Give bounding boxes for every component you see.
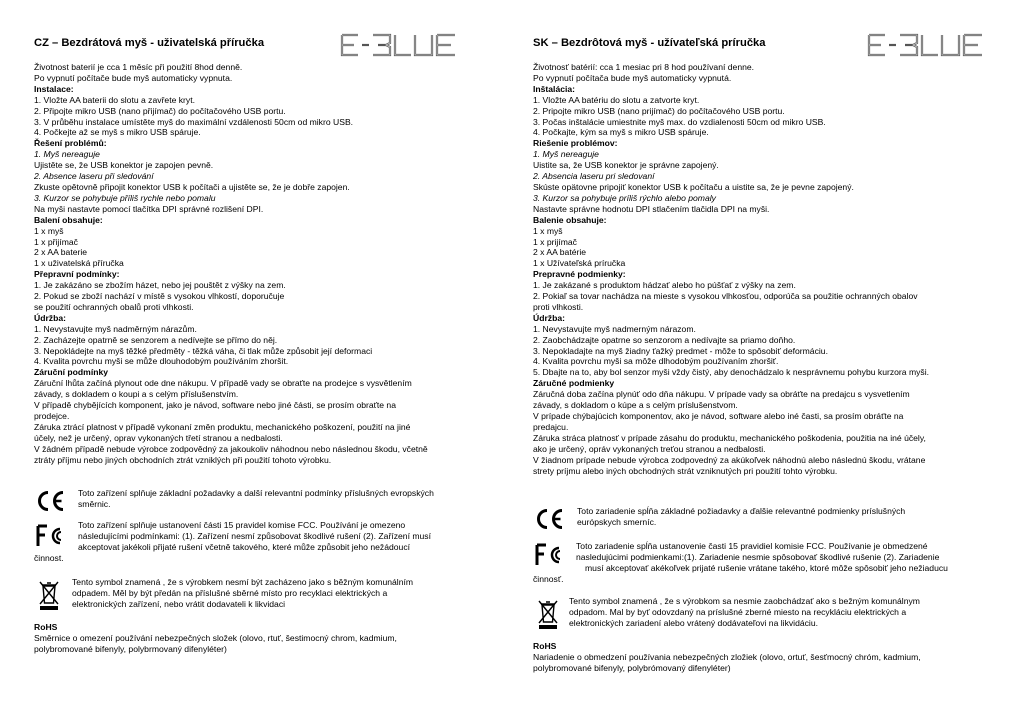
sk-text-line: Životnosť batérií: cca 1 mesiac pri 8 hod používaní denne. <box>533 62 755 72</box>
weee-bin-icon <box>537 598 559 633</box>
sk-rohs-line: polybromované bifenyly, polybrómovaný difenyléter) <box>533 662 731 673</box>
sk-section-heading: Údržba: <box>533 312 565 323</box>
cz-text-line: 1 x uživatelská příručka <box>34 258 124 269</box>
sk-text-line: Uistite sa, že USB konektor je správne zapojený. <box>533 160 719 171</box>
sk-weee-line: elektronických zariadení alebo vrátený dodávateľovi na likvidáciu. <box>569 617 819 628</box>
cz-section-heading: Řešení problémů: <box>34 138 107 149</box>
cz-weee-line: Tento symbol znamená , že s výrobkem nesmí být zacházeno jako s běžným komunálním <box>72 577 414 587</box>
sk-rohs-line: Nariadenie o obmedzení používania nebezpečných zložiek (olovo, ortuť, šesťmocný chróm, kadmium, <box>533 651 921 662</box>
cz-ce-line: Toto zařízení splňuje základní požadavky a další relevantní podmínky příslušných evropských <box>78 488 434 498</box>
sk-text-line: Po vypnutí počítača bude myš automaticky vypnutá. <box>533 72 732 83</box>
cz-ce-notice <box>34 488 504 512</box>
cz-text-line: 1 x myš <box>34 225 64 236</box>
weee-bin-icon <box>38 579 60 614</box>
sk-text-line: 1. Vložte AA batériu do slotu a zatvorte kryt. <box>533 94 700 105</box>
cz-text-line: Na myši nastavte pomocí tlačítka DPI správné rozlišení DPI. <box>34 203 264 214</box>
cz-text-line: 1 x přijímač <box>34 236 78 247</box>
sk-rohs <box>533 641 1003 674</box>
cz-rohs <box>34 622 504 655</box>
sk-text-line: V prípade chýbajúcich komponentov, ako je návod, software alebo iné časti, sa prosím obráťte na <box>533 411 904 421</box>
cz-text-line: ztráty příjmu nebo jiných obchodních ztrát vzniklých při použití tohoto výrobku. <box>34 454 332 465</box>
sk-text-line: 1 x prijímač <box>533 236 577 247</box>
sk-rohs-title: RoHS <box>533 641 557 651</box>
fcc-mark-icon <box>36 524 66 551</box>
cz-text-line: Záruka ztrácí platnost v případě vykonaní změn produktu, mechanického poškození, použití na jiné <box>34 421 411 432</box>
sk-text-line: 4. Počkajte, kým sa myš s mikro USB spáruje. <box>533 127 709 138</box>
e-blue-logo-graphic <box>338 32 460 58</box>
sk-ce-line: Toto zariadenie spĺňa základné požiadavky a ďalšie relevantné podmienky príslušných <box>577 506 906 516</box>
sk-text-line: Nastavte správne hodnotu DPI stlačením tlačidla DPI na myši. <box>533 203 770 214</box>
cz-problem-heading: 3. Kurzor se pohybuje příliš rychle nebo pomalu <box>34 192 216 203</box>
cz-section-heading: Záruční podmínky <box>34 367 109 378</box>
cz-body <box>34 62 494 466</box>
sk-text-line: 3. Počas inštalácie umiestnite myš max. do vzdialenosti 50cm od mikro USB. <box>533 116 826 127</box>
sk-text-line: 4. Kvalita povrchu myši sa môže dlhodobým používaním zhoršiť. <box>533 356 779 367</box>
cz-text-line: závady, s dokladem o koupi a s celým příslušenstvím. <box>34 389 239 400</box>
sk-text-line: 1. Je zakázané s produktom hádzať alebo ho púšťať z výšky na zem. <box>533 280 796 291</box>
sk-body <box>533 62 993 476</box>
cz-text-line: Po vypnutí počítače bude myš automaticky vypnuta. <box>34 72 233 83</box>
cz-text-line: Záruční lhůta začíná plynout ode dne nákupu. V případě vady se obraťte na prodejce s vysvětlením <box>34 378 412 389</box>
cz-text-line: 1. Nevystavujte myš nadměrným nárazům. <box>34 323 197 334</box>
sk-fcc-line: nasledujúcimi podmienkami:(1). Zariadenie nesmie spôsobovať škodlivé rušenie (2). Zariadenie <box>576 551 940 562</box>
sk-text-line: 1 x Užívateľská príručka <box>533 258 626 269</box>
cz-rohs-line: polybromované bifenyly, polybrmovaný difenyléter) <box>34 643 227 654</box>
cz-text-line: V žádném případě nebude výrobce zodpovědný za jakoukoliv náhodnou nebo následnou škodu, včetně <box>34 443 428 454</box>
cz-text-line: 2. Připojte mikro USB (nano přijímač) do počítačového USB portu. <box>34 105 286 116</box>
sk-weee-notice <box>533 596 1003 632</box>
cz-title: CZ – Bezdrátová myš - uživatelská příručka <box>34 37 265 49</box>
ce-mark-icon <box>34 490 66 515</box>
sk-text-line: proti vlhkosti. <box>533 301 584 312</box>
cz-text-line: 4. Počkejte až se myš s mikro USB spáruje. <box>34 127 201 138</box>
cz-text-line: 2. Pokud se zboží nachází v místě s vysokou vlhkostí, doporučuje <box>34 291 285 302</box>
sk-text-line: 1 x myš <box>533 225 563 236</box>
sk-text-line: Záručná doba začína plynúť odo dňa nákupu. V prípade vady sa obráťte na predajcu s vysvetlením <box>533 389 910 400</box>
sk-text-line: strety príjmu alebo iných obchodných strát vzniknutých pri použití tohto výrobku. <box>533 465 838 476</box>
sk-text-line: 2 x AA batérie <box>533 247 587 258</box>
sk-text-line: ako je určený, opráv vykonaných treťou stranou a nedbalosti. <box>533 443 766 454</box>
e-blue-logo <box>338 32 460 58</box>
cz-text-line: 1. Je zakázáno se zbožím házet, nebo jej pouštět z výšky na zem. <box>34 280 286 291</box>
cz-problem-heading: 1. Myš nereaguje <box>34 149 100 160</box>
sk-text-line: 5. Dbajte na to, aby bol senzor myši vždy čistý, aby denochádzalo k nesprávnemu pohybu kurzora myši. <box>533 367 929 378</box>
sk-fcc-line: činnosť. <box>533 574 564 584</box>
sk-section-heading: Balenie obsahuje: <box>533 214 607 225</box>
sk-ce-line: európskych smerníc. <box>577 516 657 527</box>
fcc-mark-icon <box>535 543 565 570</box>
cz-weee-line: elektronických zařízení, nebo vrátit dodavateli k likvidaci <box>72 598 286 609</box>
cz-text-line: Ujistěte se, že USB konektor je zapojen pevně. <box>34 160 214 171</box>
cz-text-line: účely, než je určený, oprav vykonaných třetí stranou a nedbalosti. <box>34 432 283 443</box>
cz-fcc-line: akceptovat jakékoli přijaté rušení včetně takového, které může způsobit jeho nežádoucí <box>78 541 411 552</box>
cz-rohs-title: RoHS <box>34 622 58 632</box>
cz-text-line: Zkuste opětovně připojit konektor USB k počítači a ujistěte se, že je dobře zapojen. <box>34 181 350 192</box>
cz-section-heading: Údržba: <box>34 312 66 323</box>
cz-text-line: 3. V průběhu instalace umístěte myš do maximální vzdálenosti 50cm od mikro USB. <box>34 116 354 127</box>
cz-problem-heading: 2. Absence laseru při sledování <box>34 171 154 182</box>
sk-column <box>533 0 1003 724</box>
sk-text-line: 2. Zaobchádzajte opatrne so senzorom a nedívajte sa priamo doňho. <box>533 334 796 345</box>
cz-weee-line: odpadem. Měl by být předán na příslušné sběrné místo pro recyklaci elektrických a <box>72 587 388 598</box>
sk-problem-heading: 1. Myš nereaguje <box>533 149 599 160</box>
sk-section-heading: Riešenie problémov: <box>533 138 618 149</box>
sk-text-line: predajcu. <box>533 421 569 432</box>
cz-fcc-notice <box>34 520 504 568</box>
sk-text-line: 1. Nevystavujte myš nadmerným nárazom. <box>533 323 696 334</box>
sk-section-heading: Záručné podmienky <box>533 378 615 389</box>
cz-text-line: 3. Nepokládejte na myš těžké předměty - těžká váha, či tlak může způsobit její deformaci <box>34 345 373 356</box>
sk-problem-heading: 3. Kurzor sa pohybuje príliš rýchlo alebo pomaly <box>533 192 716 203</box>
sk-text-line: závady, s dokladom o kúpe a s celým príslušenstvom. <box>533 400 738 411</box>
sk-fcc-line: musí akceptovať akékoľvek prijaté rušenie vrátane takého, ktoré môže spôsobiť jeho nežiaducu <box>585 563 948 573</box>
sk-ce-notice <box>533 506 1003 530</box>
cz-fcc-line: Toto zařízení splňuje ustanovení části 15 pravidel komise FCC. Používání je omezeno <box>78 520 406 530</box>
cz-fcc-line: následujícími podmínkami: (1). Zařízení nesmí způsobovat škodlivé rušení (2). Zařízení musí <box>78 530 431 541</box>
cz-text-line: 4. Kvalita povrchu myši se může dlouhodobým používáním zhoršit. <box>34 356 289 367</box>
sk-problem-heading: 2. Absencia laseru pri sledovaní <box>533 171 655 182</box>
sk-text-line: 2. Pokiaľ sa tovar nachádza na mieste s vysokou vlhkosťou, odporúča sa použitie ochranných obalov <box>533 291 918 302</box>
cz-section-heading: Instalace: <box>34 83 74 94</box>
cz-weee-notice <box>34 577 504 613</box>
cz-section-heading: Balení obsahuje: <box>34 214 103 225</box>
e-blue-logo <box>865 32 987 58</box>
sk-text-line: Skúste opätovne pripojiť konektor USB k počítaču a uistite sa, že je pevne zapojený. <box>533 181 854 192</box>
cz-text-line: V případě chybějících komponent, jako je návod, software nebo jiné části, se prosím obraťte na <box>34 400 396 411</box>
cz-text-line: 2. Zacházejte opatrně se senzorem a nedívejte se přímo do něj. <box>34 334 278 345</box>
cz-text-line: prodejce. <box>34 411 70 421</box>
sk-section-heading: Prepravné podmienky: <box>533 269 626 280</box>
cz-text-line: 2 x AA baterie <box>34 247 88 258</box>
cz-text-line: Životnost baterií je cca 1 měsíc při použití 8hod denně. <box>34 62 243 72</box>
sk-text-line: Záruka stráca platnosť v prípade zásahu do produktu, mechanického poškodenia, použitia na iné účely, <box>533 432 926 443</box>
cz-rohs-line: Směrnice o omezení používání nebezpečných složek (olovo, rtuť, šestimocný chrom, kadmium, <box>34 632 397 643</box>
sk-fcc-notice <box>533 541 1003 589</box>
cz-text-line: 1. Vložte AA baterii do slotu a zavřete kryt. <box>34 94 195 105</box>
sk-fcc-line: Toto zariadenie spĺňa ustanovenie časti 15 pravidiel komisie FCC. Používanie je obmedzené <box>576 541 928 551</box>
sk-section-heading: Inštalácia: <box>533 83 576 94</box>
sk-text-line: V žiadnom prípade nebude výrobca zodpovedný za akúkoľvek náhodnú alebo následnú škodu, vrátane <box>533 454 926 465</box>
sk-text-line: 2. Pripojte mikro USB (nano prijímač) do počítačového USB portu. <box>533 105 785 116</box>
cz-text-line: se použití ochranných obalů proti vlhkosti. <box>34 301 194 312</box>
cz-section-heading: Přepravní podmínky: <box>34 269 120 280</box>
cz-fcc-line: činnost. <box>34 553 64 563</box>
sk-weee-line: Tento symbol znamená , že s výrobkom sa nesmie zaobchádzať ako s bežným komunálnym <box>569 596 920 606</box>
sk-text-line: 3. Nepokladajte na myš žiadny ťažký predmet - môže to spôsobiť deformáciu. <box>533 345 828 356</box>
cz-column <box>34 0 504 724</box>
ce-mark-icon <box>533 508 565 533</box>
cz-ce-line: směrnic. <box>78 498 111 509</box>
e-blue-logo-graphic <box>865 32 987 58</box>
sk-title: SK – Bezdrôtová myš - užívateľská príručka <box>533 37 766 49</box>
sk-weee-line: odpadom. Mal by byť odovzdaný na príslušné zberné miesto na recykláciu elektrických a <box>569 606 907 617</box>
